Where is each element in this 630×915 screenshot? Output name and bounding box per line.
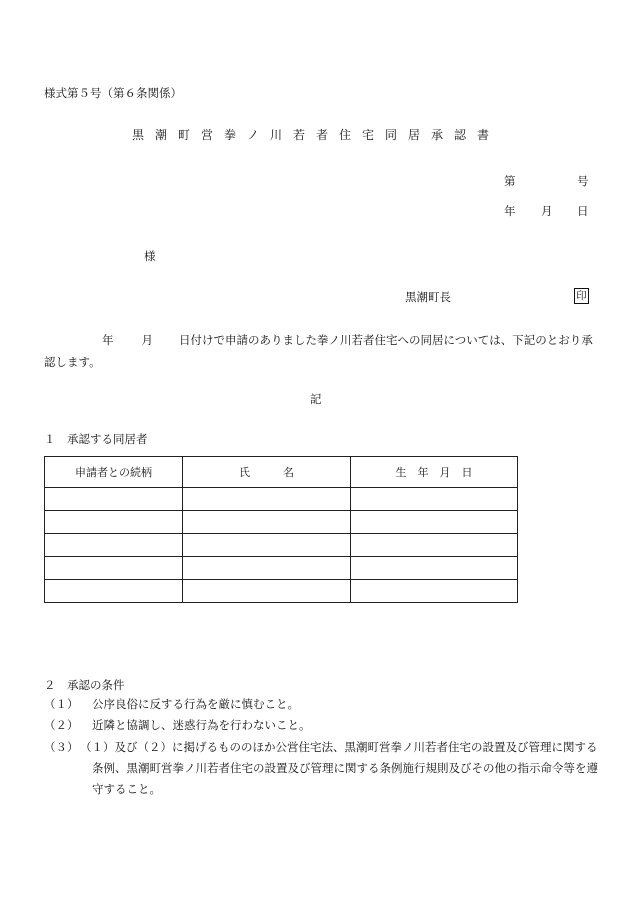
table-row [45,580,518,603]
table-cell [45,488,183,511]
addressee-suffix: 様 [144,249,156,263]
header-birthdate: 生 年 月 日 [351,457,518,488]
table-row [45,534,518,557]
date-year: 年 [504,204,516,218]
table-cell [351,580,518,603]
table-cell [351,488,518,511]
section2-title: ２ 承認の条件 [44,678,125,692]
section1-title: １ 承認する同居者 [44,432,148,446]
table-cell [183,511,351,534]
seal-mark: 印 [574,288,589,304]
table-cell [45,557,183,580]
body-year: 年 [102,333,114,347]
document-title: 黒潮町営拳ノ川若者住宅同居承認書 [132,128,501,142]
table-cell [45,580,183,603]
number-prefix: 第 [504,174,516,188]
condition-number: （３） [44,740,79,754]
header-relationship: 申請者との続柄 [45,457,183,488]
condition-item [44,737,604,800]
table-cell [351,534,518,557]
body-month: 月 [141,333,153,347]
date-month: 月 [541,204,553,218]
cohabitant-table [44,456,518,603]
table-header-row [45,457,518,488]
condition-text: 公序良俗に反する行為を厳に慎むこと。 [92,697,299,711]
date-day: 日 [577,204,589,218]
table-cell [45,511,183,534]
approval-body [44,329,594,373]
table-row [45,557,518,580]
table-row [45,511,518,534]
condition-number: （１） [44,697,79,711]
table-row [45,488,518,511]
table-cell [45,534,183,557]
form-number: 様式第５号（第６条関係） [44,86,182,100]
table-cell [183,557,351,580]
condition-number: （２） [44,718,79,732]
condition-text: 近隣と協調し、迷惑行為を行わないこと。 [92,718,311,732]
table-cell [351,557,518,580]
table-cell [183,488,351,511]
table-cell [183,580,351,603]
body-text: 日付けで申請のありました拳ノ川若者住宅への同居については、下記のとおり承認します。 [44,333,593,369]
ki-heading: 記 [310,392,322,406]
condition-item [44,715,604,736]
condition-item [44,694,604,715]
table-cell [183,534,351,557]
number-suffix: 号 [577,174,589,188]
condition-text: （１）及び（２）に掲げるもののほか公営住宅法、黒潮町営拳ノ川若者住宅の設置及び管理に関する条例、黒潮町営拳ノ川若者住宅の設置及び管理に関する条例施行規則及びその他の指示命令等を遵守すること。 [80,740,598,796]
issuer-name: 黒潮町長 [405,290,451,304]
header-name: 氏 名 [183,457,351,488]
table-cell [351,511,518,534]
